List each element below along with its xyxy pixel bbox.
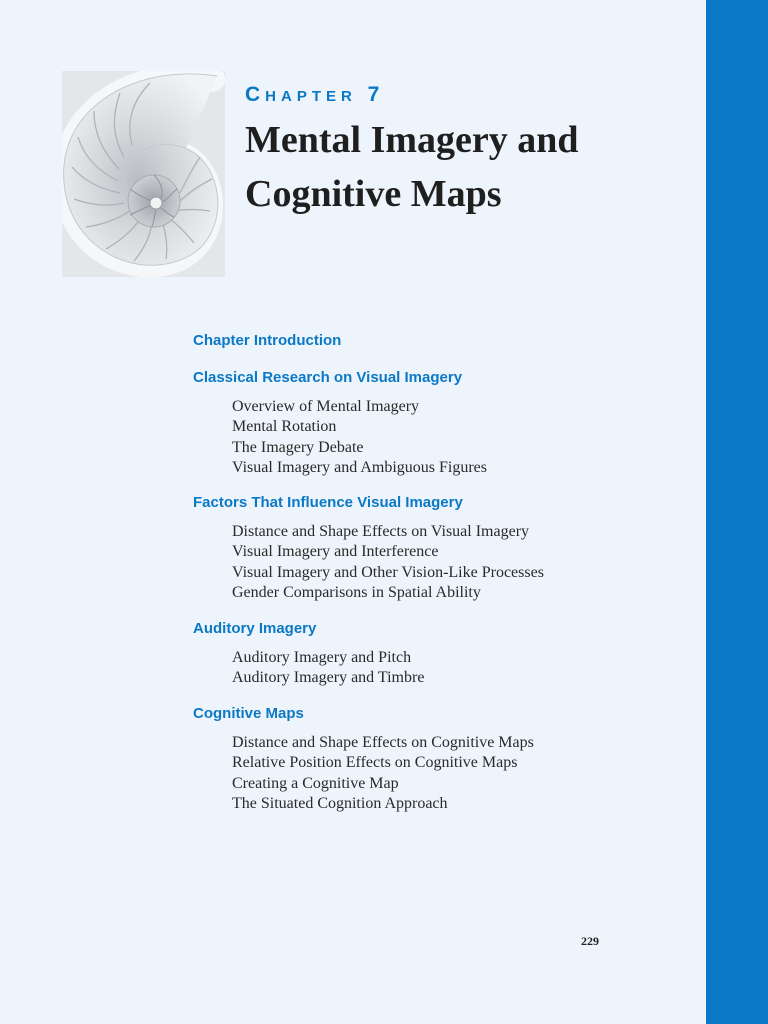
chapter-number-label: Chapter 7 <box>245 83 385 106</box>
toc-item: Auditory Imagery and Timbre <box>232 669 425 687</box>
toc-heading-auditory-imagery: Auditory Imagery <box>193 620 317 637</box>
toc-item: Auditory Imagery and Pitch <box>232 649 412 666</box>
toc-list-factors <box>232 522 544 603</box>
toc-list-classical-research <box>232 397 487 478</box>
toc-item: Distance and Shape Effects on Cognitive Maps <box>232 734 534 751</box>
toc-item: Creating a Cognitive Map <box>232 774 399 792</box>
toc-item: Overview of Mental Imagery <box>232 398 420 415</box>
toc-heading-introduction: Chapter Introduction <box>193 332 342 349</box>
toc-item: Visual Imagery and Other Vision-Like Processes <box>232 563 544 581</box>
toc-heading-factors: Factors That Influence Visual Imagery <box>193 494 463 511</box>
toc-list-auditory-imagery <box>232 648 424 689</box>
toc-list-cognitive-maps <box>232 733 534 814</box>
nautilus-shell-icon <box>62 71 225 277</box>
toc-item: Distance and Shape Effects on Visual Imagery <box>232 523 530 540</box>
toc-item: The Imagery Debate <box>232 438 364 456</box>
side-color-bar <box>706 0 768 1024</box>
toc-item: Visual Imagery and Ambiguous Figures <box>232 458 488 476</box>
toc-item: Relative Position Effects on Cognitive Maps <box>232 754 518 772</box>
toc-item: Gender Comparisons in Spatial Ability <box>232 583 481 601</box>
toc-item: Mental Rotation <box>232 418 337 436</box>
page-number: 229 <box>581 934 599 948</box>
toc-item: The Situated Cognition Approach <box>232 794 448 812</box>
chapter-title: Mental Imagery and Cognitive Maps <box>245 119 579 215</box>
toc-heading-classical-research: Classical Research on Visual Imagery <box>193 369 463 386</box>
toc-item: Visual Imagery and Interference <box>232 543 439 561</box>
toc-heading-cognitive-maps: Cognitive Maps <box>193 705 304 722</box>
